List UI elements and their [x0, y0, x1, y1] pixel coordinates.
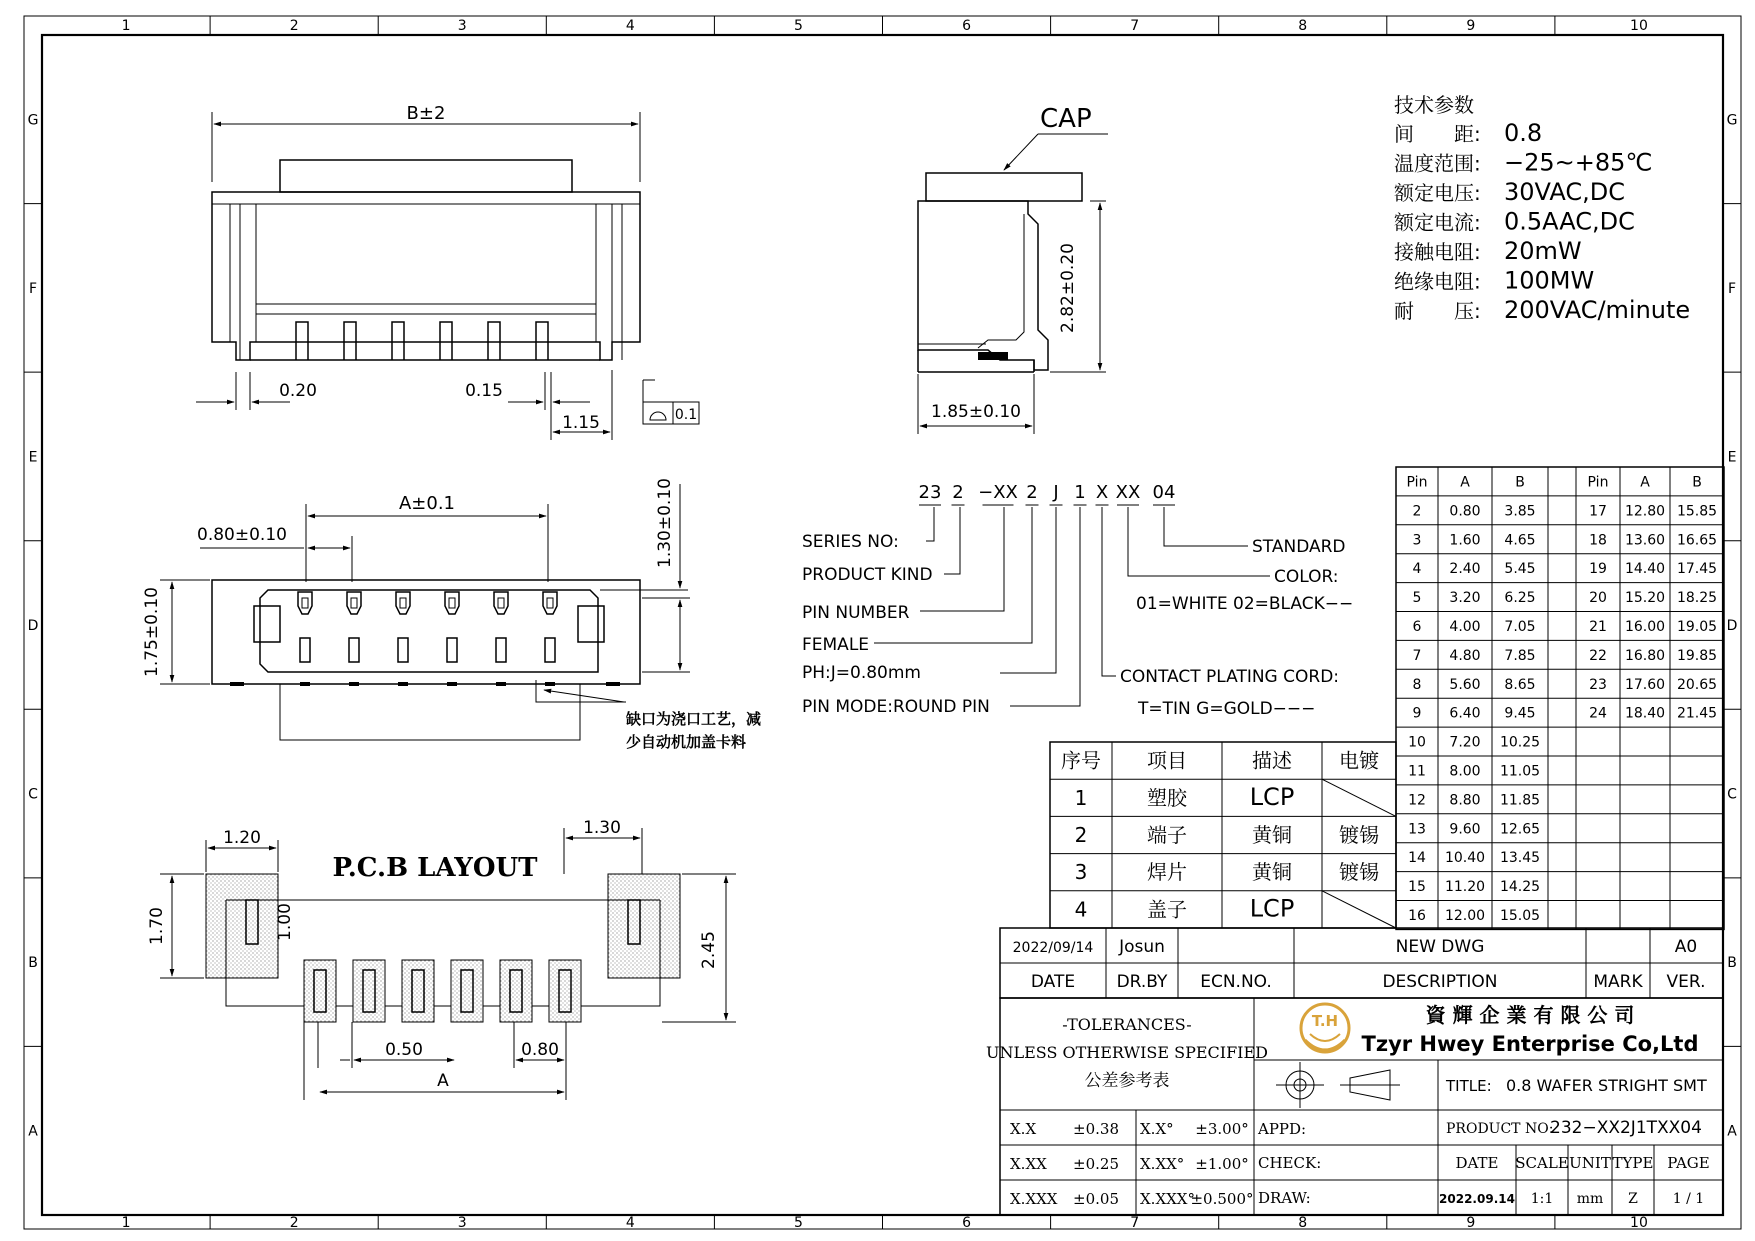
pin-table-cell: 9.45: [1504, 705, 1536, 722]
frame-col-top: 1: [121, 18, 131, 34]
dim-width-label: 1.85±0.10: [931, 402, 1021, 422]
pin-table-cell: 16.00: [1624, 618, 1666, 635]
front-pin: [440, 322, 452, 360]
pin-table-cell: 23: [1589, 676, 1607, 693]
bottom-header: DATE: [1455, 1154, 1499, 1172]
front-view: [196, 103, 699, 440]
pin-table-cell: 3.85: [1504, 503, 1536, 520]
frame-col-bottom: 2: [289, 1215, 299, 1231]
dim-015-label: 0.15: [465, 381, 503, 401]
pcb-dim-a: A: [437, 1071, 449, 1091]
pin-table-cell: 8.80: [1449, 792, 1481, 809]
pin-table-cell: 15: [1408, 879, 1426, 896]
rev-label: MARK: [1593, 972, 1643, 992]
pin-table-cell: 17.45: [1676, 561, 1718, 578]
tol-angle-label: X.X°: [1140, 1120, 1174, 1138]
bom-cell: 焊片: [1147, 860, 1187, 885]
frame-col-top: 3: [457, 18, 467, 34]
pin-table-cell: 19: [1589, 561, 1607, 578]
pin-table-cell: 12.00: [1444, 907, 1486, 924]
front-pin: [296, 322, 308, 360]
pin-table-cell: 2.40: [1449, 561, 1481, 578]
check-label: CHECK:: [1258, 1154, 1322, 1172]
pin-table-header: Pin: [1587, 474, 1609, 491]
frame-row-right: F: [1727, 280, 1737, 297]
appd-label: APPD:: [1258, 1120, 1307, 1138]
pin-table-cell: 12: [1408, 792, 1426, 809]
rev-label: DATE: [1030, 972, 1076, 992]
pin-table-cell: 8: [1412, 676, 1422, 693]
pin-table-cell: 11: [1408, 763, 1426, 780]
code-segment: 23: [918, 482, 942, 503]
spec-label: 额定电压:: [1394, 181, 1481, 205]
top-contact-slot: [351, 598, 357, 608]
bom-cell: 盖子: [1147, 897, 1187, 922]
company-logo: [1301, 1004, 1349, 1052]
tol-angle-value: ±1.00°: [1195, 1155, 1249, 1173]
pin-table-cell: 13: [1408, 821, 1426, 838]
pin-table-cell: 4.80: [1449, 647, 1481, 664]
pin-table-cell: 2: [1412, 503, 1422, 520]
pin-table-cell: 7: [1412, 647, 1422, 664]
company-cn: 資 輝 企 業 有 限 公 司: [1425, 1003, 1635, 1027]
projection-symbol: [1276, 1062, 1400, 1108]
top-contact-slot: [302, 598, 308, 608]
pin-table-cell: 16.80: [1624, 647, 1666, 664]
frame-col-bottom: 9: [1466, 1215, 1476, 1231]
pin-table-cell: 6.40: [1449, 705, 1481, 722]
frame-row-left: B: [28, 955, 38, 972]
pcb-title: P.C.B LAYOUT: [332, 853, 538, 883]
tol-angle-label: X.XX°: [1140, 1155, 1185, 1173]
frame-col-bottom: 4: [625, 1215, 635, 1231]
frame-row-right: B: [1727, 955, 1737, 972]
bottom-header: TYPE: [1612, 1154, 1654, 1172]
front-pin: [344, 322, 356, 360]
code-segment: J: [1053, 482, 1059, 503]
frame-row-right: G: [1726, 112, 1738, 129]
pcb-dim-080: 0.80: [521, 1040, 559, 1060]
pin-table-cell: 15.20: [1624, 590, 1666, 607]
gate-note-line1: 缺口为浇口工艺，减: [626, 710, 762, 728]
spec-label: 耐 压:: [1394, 299, 1481, 323]
pin-table-cell: 16: [1408, 907, 1426, 924]
rev-label: DESCRIPTION: [1382, 972, 1498, 992]
plating-label: CONTACT PLATING CORD:: [1120, 667, 1340, 687]
code-segment: 2: [1026, 482, 1038, 503]
top-contact: [347, 592, 361, 614]
pin-table-cell: 20: [1589, 590, 1607, 607]
code-segment: 04: [1152, 482, 1176, 503]
front-pin: [488, 322, 500, 360]
dim-115-label: 1.15: [562, 413, 600, 433]
pin-table-cell: 8.00: [1449, 763, 1481, 780]
pin-table-cell: 17.60: [1624, 676, 1666, 693]
pin-table-cell: 22: [1589, 647, 1607, 664]
side-view: [918, 104, 1108, 434]
top-contact-slot: [449, 598, 455, 608]
bom-cell: 黄铜: [1252, 860, 1292, 885]
female-label: FEMALE: [802, 635, 870, 655]
spec-value: −25~+85℃: [1504, 148, 1653, 177]
pin-table-cell: 0.80: [1449, 503, 1481, 520]
frame-row-right: C: [1727, 786, 1737, 803]
pin-table-cell: 21.45: [1676, 705, 1718, 722]
front-pin: [392, 322, 404, 360]
bottom-header: SCALE: [1515, 1154, 1569, 1172]
top-terminal: [496, 638, 506, 662]
bottom-value: Z: [1628, 1191, 1638, 1207]
plating-values: T=TIN G=GOLD−−−: [1138, 699, 1316, 719]
pin-table-cell: 1.60: [1449, 532, 1481, 549]
bom-cell: 端子: [1147, 823, 1187, 847]
rev-label: VER.: [1666, 972, 1706, 992]
pin-table-cell: 10.25: [1499, 734, 1541, 751]
tol-linear-label: X.X: [1010, 1120, 1037, 1138]
top-terminal: [300, 638, 310, 662]
spec-value: 100MW: [1504, 266, 1595, 295]
frame-col-top: 6: [962, 18, 972, 34]
bottom-value: 2022.09.14: [1439, 1192, 1515, 1206]
revision-block: [1000, 928, 1723, 998]
spec-value: 20mW: [1504, 237, 1582, 265]
bom-cell: LCP: [1249, 782, 1295, 811]
bom-cell: 黄铜: [1252, 823, 1292, 847]
tech-specs: [1394, 93, 1690, 324]
pin-table-cell: 9: [1412, 705, 1422, 722]
code-segment: 1: [1074, 482, 1086, 503]
pin-table-cell: 14.25: [1499, 879, 1541, 896]
gate-note-line2: 少自动机加盖卡料: [626, 733, 747, 751]
rev-label: DR.BY: [1116, 972, 1168, 992]
top-terminal: [447, 638, 457, 662]
pin-table-cell: 4: [1412, 561, 1422, 578]
pin-table-cell: 14.40: [1624, 561, 1666, 578]
pin-table-cell: 7.85: [1504, 647, 1536, 664]
title-value: 0.8 WAFER STRIGHT SMT: [1506, 1076, 1707, 1095]
top-terminal: [349, 638, 359, 662]
pin-table-cell: 12.80: [1624, 503, 1666, 520]
bom-header: 项目: [1147, 748, 1187, 773]
frame-col-bottom: 6: [962, 1215, 972, 1231]
pin-table-cell: 15.85: [1676, 503, 1718, 520]
pin-table-cell: 20.65: [1676, 676, 1718, 693]
spec-label: 接触电阻:: [1394, 240, 1481, 264]
pin-table-cell: 9.60: [1449, 821, 1481, 838]
pin-dimension-table: [1396, 467, 1724, 929]
pin-table-cell: 11.05: [1499, 763, 1541, 780]
top-contact: [494, 592, 508, 614]
bottom-header: PAGE: [1667, 1154, 1710, 1172]
bottom-header: UNIT: [1569, 1154, 1611, 1172]
logo-text: T.H: [1311, 1012, 1339, 1030]
frame-row-right: D: [1726, 618, 1738, 634]
bottom-value: mm: [1576, 1191, 1604, 1207]
title-label: TITLE:: [1446, 1077, 1492, 1095]
pcb-dim-245: 2.45: [699, 931, 719, 969]
pin-table-cell: 10.40: [1444, 850, 1486, 867]
tolerances-cn: 公差参考表: [1084, 1071, 1170, 1091]
tol-angle-label: X.XXX°: [1140, 1190, 1195, 1208]
bom-cell: LCP: [1249, 894, 1295, 923]
top-contact: [445, 592, 459, 614]
pin-table-cell: 14: [1408, 850, 1426, 867]
frame-col-top: 7: [1130, 18, 1140, 34]
part-number-key: [802, 482, 1353, 719]
bom-header: 序号: [1061, 748, 1101, 773]
pin-table-cell: 5.60: [1449, 676, 1481, 693]
spec-value: 200VAC/minute: [1504, 296, 1691, 324]
frame-col-top: 10: [1630, 18, 1648, 34]
bottom-value: 1:1: [1530, 1191, 1554, 1207]
tol-linear-value: ±0.25: [1073, 1155, 1119, 1173]
pin-table-cell: 19.05: [1676, 618, 1718, 635]
frame-col-bottom: 10: [1630, 1215, 1648, 1231]
pcb-layout: [147, 818, 736, 1100]
tolerances-sub: UNLESS OTHERWISE SPECIFIED: [985, 1043, 1269, 1062]
code-segment: X: [1095, 482, 1109, 503]
pin-table-cell: 11.85: [1499, 792, 1541, 809]
pin-table-cell: 17: [1589, 503, 1607, 520]
dim-height-label: 2.82±0.20: [1058, 243, 1078, 333]
dim-130-label: 1.30±0.10: [655, 478, 675, 568]
tol-angle-value: ±3.00°: [1195, 1120, 1249, 1138]
pin-table-cell: 7.05: [1504, 618, 1536, 635]
pcb-dim-100: 1.00: [275, 903, 295, 941]
frame-col-top: 4: [625, 18, 635, 34]
frame-col-bottom: 7: [1130, 1215, 1140, 1231]
pin-table-cell: 4.00: [1449, 618, 1481, 635]
pin-table-cell: 18.25: [1676, 590, 1718, 607]
spec-label: 额定电流:: [1394, 210, 1481, 235]
pcb-dim-050: 0.50: [385, 1040, 423, 1060]
pin-table-cell: 5.45: [1504, 561, 1536, 578]
code-segment: 2: [952, 482, 964, 503]
standard-label: STANDARD: [1252, 537, 1346, 557]
rev-description: NEW DWG: [1395, 937, 1485, 957]
pin-table-cell: 24: [1589, 705, 1607, 722]
frame-row-right: E: [1727, 449, 1737, 466]
spec-value: 0.8: [1504, 119, 1543, 147]
top-contact: [543, 592, 557, 614]
tol-angle-value: ±0.500°: [1190, 1190, 1254, 1208]
tol-linear-value: ±0.05: [1073, 1190, 1119, 1208]
pin-table-cell: 13.45: [1499, 850, 1541, 867]
pin-table-cell: 13.60: [1624, 532, 1666, 549]
draw-label: DRAW:: [1258, 1189, 1311, 1207]
code-segment: −XX: [978, 482, 1018, 503]
top-contact: [396, 592, 410, 614]
bom-cell: 2: [1074, 823, 1088, 847]
dim-b-label: B±2: [406, 103, 446, 124]
front-pin: [536, 322, 548, 360]
pin-table-cell: 5: [1412, 590, 1422, 607]
bom-table: [1050, 742, 1396, 928]
bom-cell: 塑胶: [1147, 785, 1187, 810]
top-contact-slot: [498, 598, 504, 608]
pin-table-cell: 3.20: [1449, 590, 1481, 607]
pin-mode-label: PIN MODE:ROUND PIN: [802, 697, 990, 717]
frame-row-left: A: [28, 1123, 38, 1140]
pin-table-cell: 6.25: [1504, 590, 1536, 607]
product-kind-label: PRODUCT KIND: [802, 565, 933, 585]
frame-row-left: D: [27, 618, 39, 634]
pin-table-cell: 12.65: [1499, 821, 1541, 838]
color-label: COLOR:: [1274, 567, 1339, 587]
spec-value: 0.5AAC,DC: [1504, 207, 1635, 236]
frame-col-top: 5: [793, 18, 803, 34]
frame-row-right: A: [1727, 1123, 1737, 1140]
top-terminal: [398, 638, 408, 662]
flatness-value: 0.1: [674, 407, 698, 423]
rev-version: A0: [1674, 937, 1698, 957]
bom-cell: 3: [1074, 860, 1088, 885]
pin-table-header: Pin: [1406, 474, 1428, 491]
product-no-label: PRODUCT NO:: [1446, 1121, 1554, 1137]
pin-table-cell: 21: [1589, 618, 1607, 635]
frame-col-top: 2: [289, 18, 299, 34]
dim-175-label: 1.75±0.10: [142, 587, 162, 677]
frame-col-bottom: 1: [121, 1215, 131, 1231]
rev-date: 2022/09/14: [1012, 940, 1094, 956]
pin-table-cell: 7.20: [1449, 734, 1481, 751]
rev-drawn-by: Josun: [1119, 937, 1165, 957]
bom-cell: 镀锡: [1339, 823, 1379, 847]
spec-value: 30VAC,DC: [1504, 178, 1626, 206]
pin-table-cell: 16.65: [1676, 532, 1718, 549]
code-segment: XX: [1115, 482, 1141, 503]
bom-cell: 4: [1074, 897, 1088, 922]
pcb-dim-130: 1.30: [583, 818, 621, 838]
pin-table-cell: 18: [1589, 532, 1607, 549]
dim-pitch-label: 0.80±0.10: [197, 525, 287, 545]
pin-table-header: A: [1460, 474, 1470, 491]
pin-table-cell: 15.05: [1499, 907, 1541, 924]
frame-row-left: G: [27, 112, 39, 129]
pin-table-cell: 18.40: [1624, 705, 1666, 722]
title-block: [986, 998, 1723, 1215]
pcb-dim-120: 1.20: [223, 828, 261, 848]
pitch-label: PH:J=0.80mm: [802, 663, 921, 683]
color-values: 01=WHITE 02=BLACK−−: [1136, 594, 1354, 614]
frame-row-left: C: [28, 786, 38, 803]
top-terminal: [545, 638, 555, 662]
company-en: Tzyr Hwey Enterprise Co,Ltd: [1361, 1032, 1699, 1056]
frame-col-top: 9: [1466, 18, 1476, 34]
pin-table-cell: 10: [1408, 734, 1426, 751]
rev-label: ECN.NO.: [1200, 972, 1272, 992]
pin-table-cell: 6: [1412, 618, 1422, 635]
pin-table-cell: 3: [1412, 532, 1422, 549]
top-contact: [298, 592, 312, 614]
pin-table-cell: 19.85: [1676, 647, 1718, 664]
dim-020-label: 0.20: [279, 381, 317, 401]
bom-header: 描述: [1252, 748, 1292, 773]
tol-linear-label: X.XXX: [1010, 1190, 1058, 1208]
spec-label: 绝缘电阻:: [1394, 269, 1481, 294]
pcb-dim-170: 1.70: [147, 907, 167, 945]
product-no-value: 232−XX2J1TXX04: [1550, 1118, 1702, 1138]
frame-row-left: F: [28, 280, 38, 297]
spec-label: 间 距:: [1394, 122, 1481, 146]
pin-table-cell: 4.65: [1504, 532, 1536, 549]
frame-row-left: E: [28, 449, 38, 466]
pin-number-label: PIN NUMBER: [802, 603, 910, 623]
bom-cell: 1: [1074, 785, 1088, 810]
bom-header: 电镀: [1339, 748, 1379, 773]
pin-table-cell: 11.20: [1444, 879, 1486, 896]
pin-table-header: A: [1640, 474, 1650, 491]
top-contact-slot: [400, 598, 406, 608]
pin-table-header: B: [1692, 474, 1702, 491]
cap-label: CAP: [1040, 104, 1092, 134]
tol-linear-label: X.XX: [1010, 1155, 1047, 1173]
tolerances-title: -TOLERANCES-: [1062, 1015, 1192, 1034]
tol-linear-value: ±0.38: [1073, 1120, 1119, 1138]
bottom-value: 1 / 1: [1672, 1191, 1705, 1207]
frame-col-bottom: 8: [1298, 1215, 1308, 1231]
specs-title: 技术参数: [1394, 93, 1474, 117]
pin-table-header: B: [1515, 474, 1525, 491]
series-no-label: SERIES NO:: [802, 532, 899, 552]
dim-a-label: A±0.1: [398, 493, 456, 514]
pin-table-cell: 8.65: [1504, 676, 1536, 693]
top-contact-slot: [547, 598, 553, 608]
top-view: [142, 478, 761, 751]
spec-label: 温度范围:: [1394, 151, 1481, 176]
bom-cell: 镀锡: [1339, 860, 1379, 885]
frame-col-bottom: 3: [457, 1215, 467, 1231]
frame-col-bottom: 5: [793, 1215, 803, 1231]
frame-col-top: 8: [1298, 18, 1308, 34]
